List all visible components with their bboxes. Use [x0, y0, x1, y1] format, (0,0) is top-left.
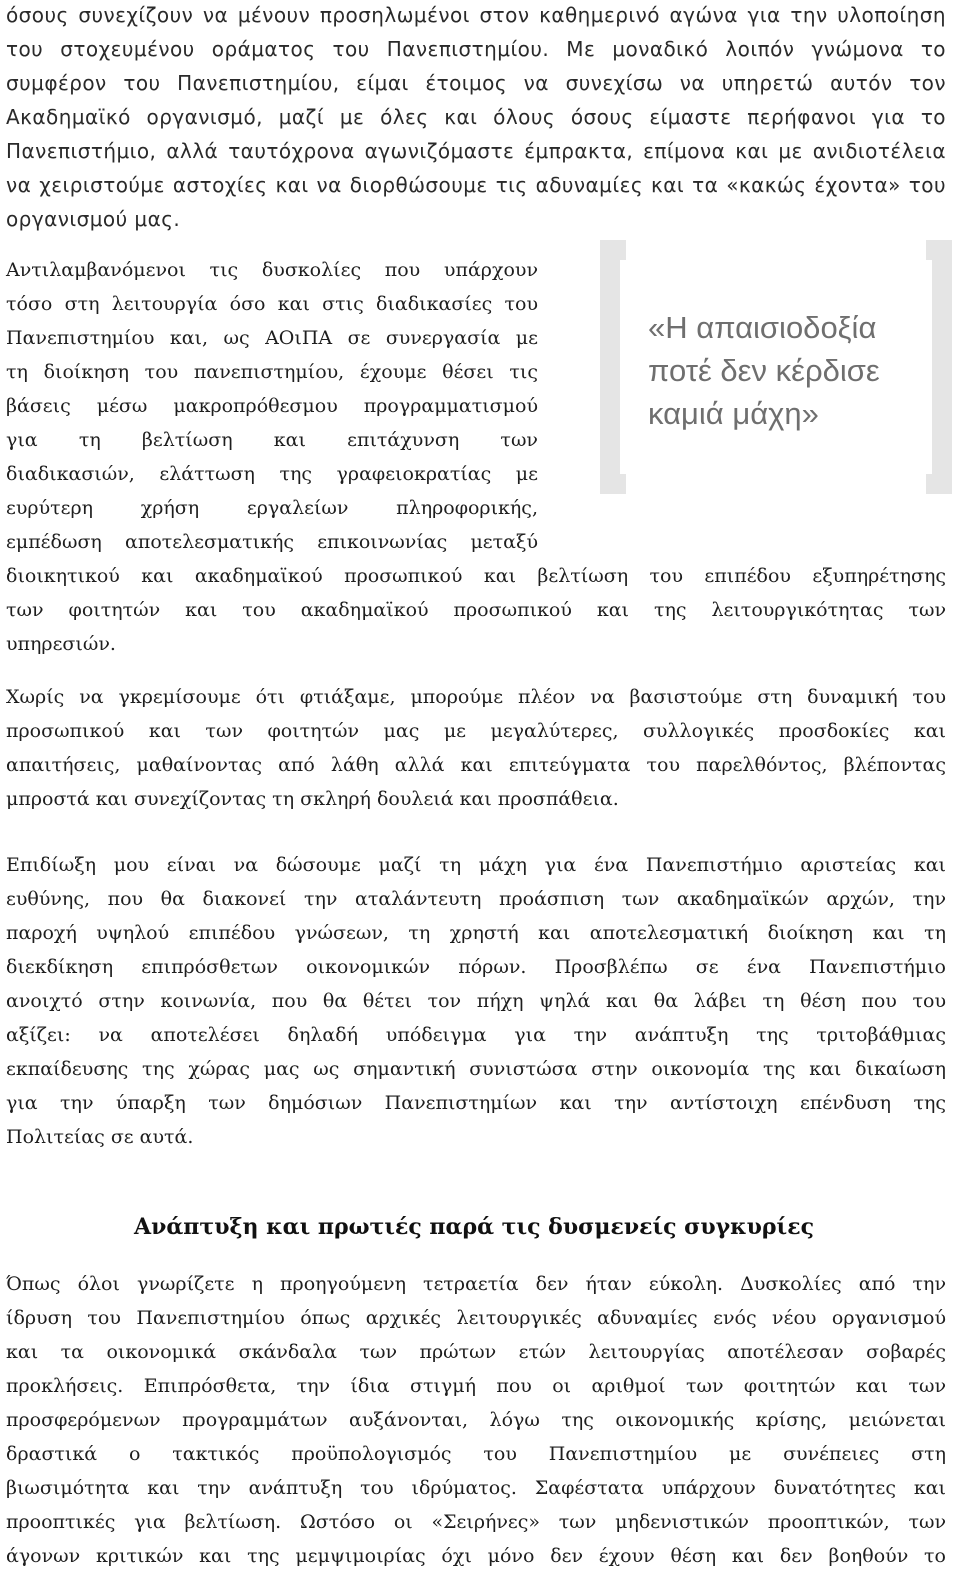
text-line: για τη βελτίωση και επιτάχυνση των — [6, 429, 538, 451]
text-line: παροχή υψηλού επιπέδου γνώσεων, τη χρηστή και αποτελεσματική διοίκηση και τη — [6, 922, 946, 944]
paragraph-previous-term — [6, 1267, 946, 1573]
text-line: Πανεπιστήμιο, αλλά ταυτόχρονα αγωνιζόμαστε έμπρακτα, επίμονα και με ανιδιοτέλεια — [6, 139, 946, 163]
left-bracket-decoration — [600, 240, 626, 494]
text-line: ευρύτερη χρήση εργαλείων πληροφορικής, — [6, 497, 538, 519]
text-line: των φοιτητών και του ακαδημαϊκού προσωπικού και της λειτουργικότητας των — [6, 599, 946, 621]
text-line: προσφερόμενων προγραμμάτων αυξάνονται, λόγω της οικονομικής κρίσης, μειώνεται — [6, 1409, 946, 1431]
paragraph-dynamics — [6, 680, 946, 816]
text-line: υπηρεσιών. — [6, 633, 116, 655]
text-line: του στοχευμένου οράματος του Πανεπιστημίου. Με μοναδικό λοιπόν γνώμονα το — [6, 37, 946, 61]
text-line: μπροστά και συνεχίζοντας τη σκληρή δουλειά και προσπάθεια. — [6, 788, 619, 810]
text-line: αξίζει: να αποτελέσει δηλαδή υπόδειγμα για την ανάπτυξη της τριτοβάθμιας — [6, 1024, 946, 1046]
text-line: ανοιχτό στην κοινωνία, που θα θέτει τον πήχη ψηλά και θα λάβει τη θέση που του — [6, 990, 946, 1012]
text-line: δραστικά ο τακτικός προϋπολογισμός του Πανεπιστημίου με συνέπειες στη — [6, 1443, 946, 1465]
text-line: προκλήσεις. Επιπρόσθετα, την ίδια στιγμή που οι αριθμοί των φοιτητών και των — [6, 1375, 946, 1397]
text-line: διεκδίκηση επιπρόσθετων οικονομικών πόρων. Προσβλέπω σε ένα Πανεπιστήμιο — [6, 956, 946, 978]
text-line: εμπέδωση αποτελεσματικής επικοινωνίας μεταξύ — [6, 531, 538, 553]
text-line: τη διοίκηση του πανεπιστημίου, έχουμε θέσει τις — [6, 361, 538, 383]
text-line: Επιδίωξη μου είναι να δώσουμε μαζί τη μάχη για ένα Πανεπιστήμιο αριστείας και — [6, 854, 946, 876]
text-line: απαιτήσεις, μαθαίνοντας από λάθη αλλά και επιτεύγματα του παρελθόντος, βλέποντας — [6, 754, 946, 776]
text-line: οργανισμού μας. — [6, 207, 181, 231]
text-line: τόσο στη λειτουργία όσο και στις διαδικασίες του — [6, 293, 538, 315]
text-line: ίδρυση του Πανεπιστημίου όπως αρχικές λειτουργικές αδυναμίες ενός νέου οργανισμού — [6, 1307, 946, 1329]
text-line: διαδικασιών, ελάττωση της γραφειοκρατίας με — [6, 463, 538, 485]
text-line: Όπως όλοι γνωρίζετε η προηγούμενη τετραετία δεν ήταν εύκολη. Δυσκολίες από την — [6, 1273, 946, 1295]
quote-line: καμιά μάχη» — [648, 396, 819, 431]
paragraph-goal — [6, 848, 946, 1154]
text-line: για την ύπαρξη των δημόσιων Πανεπιστημίων και την αντίστοιχη επένδυση της — [6, 1092, 946, 1114]
text-line: άγονων κριτικών και της μεμψιμοιρίας όχι μόνο δεν έχουν θέση και δεν βοηθούν το — [6, 1545, 946, 1567]
text-line: προοπτικές για βελτίωση. Ωστόσο οι «Σειρήνες» των μηδενιστικών προοπτικών, των — [6, 1511, 946, 1533]
text-line: συμφέρον του Πανεπιστημίου, είμαι έτοιμος να συνεχίσω να υπηρετώ αυτόν τον — [6, 71, 946, 95]
paragraph-intro — [6, 0, 946, 236]
quote-line: ποτέ δεν κέρδισε — [648, 353, 880, 388]
text-line: βάσεις μέσω μακροπρόθεσμου προγραμματισμού — [6, 395, 538, 417]
text-line: να χειριστούμε αστοχίες και να διορθώσουμε τις αδυναμίες και τα «κακώς έχοντα» του — [6, 173, 946, 197]
paragraph-difficulties-continued — [6, 559, 946, 661]
text-line: και τα οικονομικά σκάνδαλα των πρώτων ετών λειτουργίας αποτέλεσαν σοβαρές — [6, 1341, 946, 1363]
text-line: βιωσιμότητα και την ανάπτυξη του ιδρύματος. Σαφέστατα υπάρχουν δυνατότητες και — [6, 1477, 946, 1499]
text-line: Χωρίς να γκρεμίσουμε ότι φτιάξαμε, μπορούμε πλέον να βασιστούμε στη δυναμική του — [6, 686, 946, 708]
text-line: όσους συνεχίζουν να μένουν προσηλωμένοι στον καθημερινό αγώνα για την υλοποίηση — [6, 3, 946, 27]
text-line: ευθύνης, που θα διακονεί την αταλάντευτη προάσπιση των ακαδημαϊκών αρχών, την — [6, 888, 946, 910]
text-line: Πανεπιστημίου και, ως ΑΟιΠΑ σε συνεργασία με — [6, 327, 538, 349]
paragraph-difficulties-narrow — [6, 253, 538, 559]
pull-quote-text — [648, 306, 938, 435]
quote-line: «Η απαισιοδοξία — [648, 310, 877, 345]
text-line: εκπαίδευσης της χώρας μας ως σημαντική συνιστώσα στην οικονομία της και δικαίωση — [6, 1058, 946, 1080]
text-line: προσωπικού και των φοιτητών μας με μεγαλύτερες, συλλογικές προσδοκίες και — [6, 720, 946, 742]
text-line: Πολιτείας σε αυτά. — [6, 1126, 194, 1148]
text-line: Αντιλαμβανόμενοι τις δυσκολίες που υπάρχουν — [6, 259, 538, 281]
text-line: Ακαδημαϊκό οργανισμό, μαζί με όλες και όλους όσους είμαστε περήφανοι για το — [6, 105, 946, 129]
pull-quote — [600, 240, 952, 502]
section-heading: Ανάπτυξη και πρωτιές παρά τις δυσμενείς συγκυρίες — [134, 1214, 814, 1240]
text-line: διοικητικού και ακαδημαϊκού προσωπικού και βελτίωση του επιπέδου εξυπηρέτησης — [6, 565, 946, 587]
